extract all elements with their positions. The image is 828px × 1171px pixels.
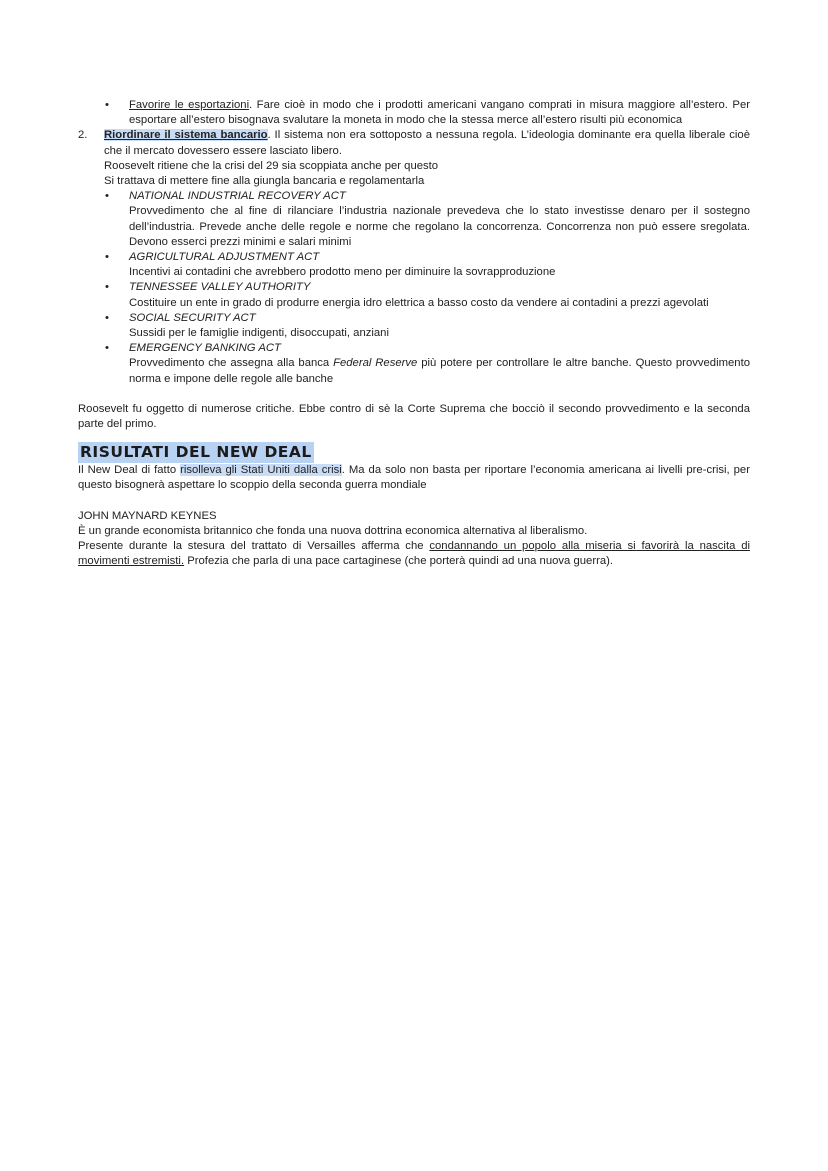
underlined-quote: condannando un popolo alla miseria si favorirà la nascita di movimenti estremisti. [78,540,750,568]
banking-line-2: Roosevelt ritiene che la crisi del 29 sia scoppiata anche per questo [104,159,439,172]
exports-heading: Favorire le esportazioni [129,99,250,111]
bullet: • [105,342,109,355]
keynes-name: JOHN MAYNARD KEYNES [78,509,217,522]
banking-heading: Riordinare il sistema bancario [104,129,268,142]
list-item-banking [78,128,750,189]
act-description: Sussidi per le famiglie indigenti, disoccupati, anziani [129,327,389,340]
keynes-line-2: Presente durante la stesura del trattato di Versailles afferma che condannando un popolo alla miseria si favorirà la nascita di movimenti estremisti. Profezia che parla di una pace cartaginese (che porterà quindi ad una nuova guerra). [78,540,750,568]
section-heading [78,442,750,463]
criticism-paragraph: Roosevelt fu oggetto di numerose critiche. Ebbe contro di sè la Corte Suprema che bocciò il secondo provvedimento e la seconda parte del primo. [78,402,750,431]
act-description: Provvedimento che al fine di rilanciare l’industria nazionale prevedeva che lo stato investisse denaro per il sostegno dell’industria. Prevede anche delle regole e norme che regolano la concorrenza. Concorrenza non può essere sregolata. Devono esserci prezzi minimi e salari minimi [129,205,750,248]
act-description: Provvedimento che assegna alla banca Federal Reserve più potere per controllare le altre banche. Questo provvedimento norma e impone delle regole alle banche [129,357,750,385]
act-title: • EMERGENCY BANKING ACT [78,341,750,356]
bullet: • [105,311,109,324]
list-number: 2. [78,129,88,142]
act-title: • TENNESSEE VALLEY AUTHORITY [78,280,750,295]
federal-reserve: Federal Reserve [333,357,418,370]
bullet: • [105,251,109,264]
act-title: • SOCIAL SECURITY ACT [78,311,750,326]
banking-line-3: Si trattava di mettere fine alla giungla bancaria e regolamentarla [104,175,425,188]
bullet: • [105,99,109,111]
act-title: • AGRICULTURAL ADJUSTMENT ACT [78,250,750,265]
document-page [78,98,750,569]
act-description: Incentivi ai contadini che avrebbero prodotto meno per diminuire la sovrapproduzione [129,266,556,279]
keynes-line-1: È un grande economista britannico che fonda una nuova dottrina economica alternativa al liberalismo. [78,524,588,537]
results-paragraph: Il New Deal di fatto risolleva gli Stati Uniti dalla crisi. Ma da solo non basta per riportare l’economia americana ai livelli pre-crisi, per questo bisognerà aspettare lo scoppio della seconda guerra mondiale [78,464,750,492]
exports-text: . Fare cioè in modo che i prodotti americani vangano comprati in misura maggiore all’estero. Per esportare all’estero bisognava svalutare la moneta in modo che la stessa merce all’estero risulti più economica [129,99,750,127]
bullet: • [105,190,109,203]
bullet: • [105,281,109,294]
highlight: risolleva gli Stati Uniti dalla crisi [180,464,342,477]
act-title: • NATIONAL INDUSTRIAL RECOVERY ACT [78,189,750,204]
act-description: Costituire un ente in grado di produrre energia idro elettrica a basso costo da vendere ai contadini a prezzi agevolati [129,296,709,309]
list-item-exports [78,98,750,128]
banking-text: . Il sistema non era sottoposto a nessuna regola. L’ideologia dominante era quella liberale cioè che il mercato dovessero essere lasciato libero. [104,129,751,157]
results-title: RISULTATI DEL NEW DEAL [80,443,312,462]
